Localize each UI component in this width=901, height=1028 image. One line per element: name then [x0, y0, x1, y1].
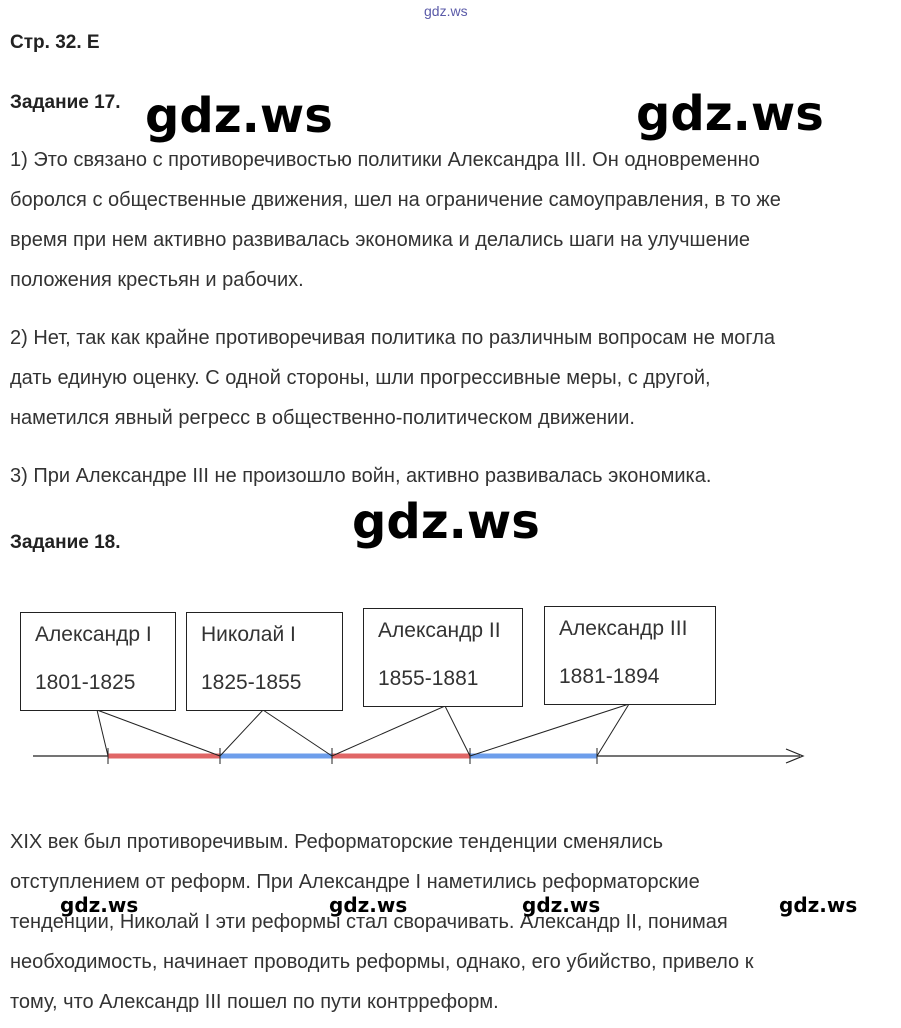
- ruler-years: 1825-1855: [201, 671, 302, 694]
- text-line: наметился явный регресс в общественно-политическом движении.: [10, 407, 635, 429]
- watermark: gdz.ws: [145, 88, 333, 144]
- ruler-years: 1801-1825: [35, 671, 136, 694]
- text-line: необходимость, начинает проводить реформы, однако, его убийство, привело к: [10, 951, 754, 973]
- watermark: gdz.ws: [60, 893, 139, 917]
- text-line: 2) Нет, так как крайне противоречивая политика по различным вопросам не могла: [10, 327, 776, 349]
- task18-title: Задание 18.: [10, 532, 121, 553]
- ruler-name: Александр II: [378, 619, 501, 642]
- text-line: положения крестьян и рабочих.: [10, 269, 304, 291]
- watermark: gdz.ws: [636, 86, 824, 142]
- text-line: 1) Это связано с противоречивостью политики Александра III. Он одновременно: [10, 149, 760, 171]
- ruler-box-alexander-3: [544, 606, 716, 705]
- ruler-box-alexander-1: [20, 612, 176, 711]
- watermark: gdz.ws: [352, 494, 540, 550]
- text-line: дать единую оценку. С одной стороны, шли прогрессивные меры, с другой,: [10, 367, 711, 389]
- ruler-years: 1881-1894: [559, 665, 660, 688]
- text-line: отступлением от реформ. При Александре I наметились реформаторские: [10, 871, 700, 893]
- text-line: тому, что Александр III пошел по пути контрреформ.: [10, 991, 499, 1013]
- task18-conclusion: [10, 822, 753, 1022]
- text-line: тенденции, Николай I эти реформы стал сворачивать. Александр II, понимая: [10, 911, 728, 933]
- text-line: 3) При Александре III не произошло войн, активно развивалась экономика.: [10, 465, 712, 487]
- ruler-name: Николай I: [201, 623, 296, 646]
- ruler-box-alexander-2: [363, 608, 523, 707]
- text-line: время при нем активно развивалась экономика и делались шаги на улучшение: [10, 229, 751, 251]
- top-watermark: gdz.ws: [424, 3, 468, 19]
- ruler-years: 1855-1881: [378, 667, 479, 690]
- ruler-box-nicholas-1: [186, 612, 343, 711]
- text-line: боролся с общественные движения, шел на ограничение самоуправления, в то же: [10, 189, 781, 211]
- ruler-name: Александр III: [559, 617, 688, 640]
- watermark: gdz.ws: [779, 893, 858, 917]
- watermark: gdz.ws: [522, 893, 601, 917]
- connector-lines: [97, 704, 629, 756]
- ruler-name: Александр I: [35, 623, 152, 646]
- watermark: gdz.ws: [329, 893, 408, 917]
- task17-title: Задание 17.: [10, 92, 121, 113]
- text-line: XIX век был противоречивым. Реформаторские тенденции сменялись: [10, 831, 664, 853]
- page-label: Стр. 32. Е: [10, 32, 100, 53]
